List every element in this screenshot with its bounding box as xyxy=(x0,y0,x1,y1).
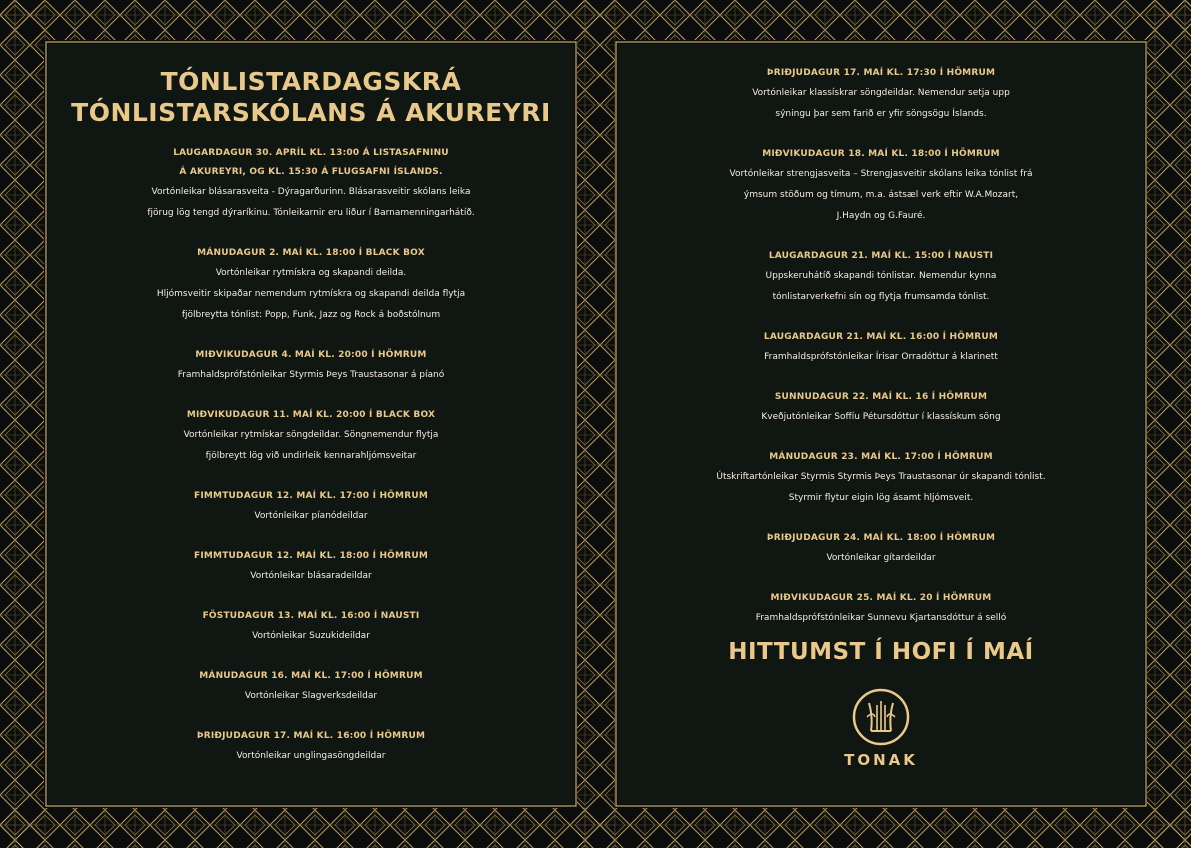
event-item xyxy=(618,247,1144,308)
event-description: Vortónleikar Suzukideildar xyxy=(252,631,370,641)
event-heading: MÁNUDAGUR 2. MAÍ KL. 18:00 Í BLACK BOX xyxy=(197,248,425,258)
event-description: Framhaldsprófstónleikar Sunnevu Kjartansdóttur á selló xyxy=(755,613,1007,623)
event-heading: ÞRIÐJUDAGUR 24. MAÍ KL. 18:00 Í HÖMRUM xyxy=(766,533,996,543)
event-item xyxy=(48,667,574,707)
event-heading: FIMMTUDAGUR 12. MAÍ KL. 18:00 Í HÖMRUM xyxy=(194,551,428,561)
event-item xyxy=(48,547,574,587)
event-item xyxy=(48,244,574,326)
event-description: Vortónleikar klassískrar söngdeildar. Nemendur setja upp xyxy=(752,88,1010,98)
page-title-line1: TÓNLISTARDAGSKRÁ xyxy=(160,67,462,96)
lyre-emblem-icon xyxy=(851,687,911,747)
event-heading: LAUGARDAGUR 21. MAÍ KL. 16:00 Í HÖMRUM xyxy=(763,332,999,342)
right-column xyxy=(618,44,1144,804)
closing-slogan: HITTUMST Í HOFI Í MAÍ xyxy=(728,639,1034,665)
event-heading: MIÐVIKUDAGUR 18. MAÍ KL. 18:00 Í HÖMRUM xyxy=(762,149,1000,159)
event-item xyxy=(48,607,574,647)
event-description: J.Haydn og G.Fauré. xyxy=(836,211,926,221)
event-description: Styrmir flytur eigin lög ásamt hljómsveit. xyxy=(788,493,974,503)
event-heading: LAUGARDAGUR 30. APRÍL KL. 13:00 Á LISTASAFNINU xyxy=(173,148,449,158)
event-heading: ÞRIÐJUDAGUR 17. MAÍ KL. 16:00 Í HÖMRUM xyxy=(196,731,426,741)
event-heading: FÖSTUDAGUR 13. MAÍ KL. 16:00 Í NAUSTI xyxy=(202,611,420,621)
event-heading: FIMMTUDAGUR 12. MAÍ KL. 17:00 Í HÖMRUM xyxy=(194,491,428,501)
event-description: Framhaldsprófstónleikar Styrmis Þeys Traustasonar á píanó xyxy=(177,370,445,380)
event-description: Vortónleikar píanódeildar xyxy=(254,511,368,521)
event-description: fjölbreytta tónlist: Popp, Funk, Jazz og Rock á boðstólnum xyxy=(181,310,441,320)
event-description: ýmsum stöðum og tímum, m.a. ástsæl verk eftir W.A.Mozart, xyxy=(743,190,1019,200)
left-event-list xyxy=(48,144,574,767)
event-heading: MIÐVIKUDAGUR 25. MAÍ KL. 20 Í HÖMRUM xyxy=(770,593,992,603)
event-item xyxy=(48,406,574,467)
event-heading: SUNNUDAGUR 22. MAÍ KL. 16 Í HÖMRUM xyxy=(774,392,988,402)
event-item xyxy=(618,448,1144,509)
event-item xyxy=(618,388,1144,428)
event-item xyxy=(48,727,574,767)
right-panel xyxy=(618,44,1144,804)
event-heading: MÁNUDAGUR 23. MAÍ KL. 17:00 Í HÖMRUM xyxy=(769,452,993,462)
event-description: Vortónleikar blásarasveita - Dýragarðurinn. Blásarasveitir skólans leika xyxy=(151,187,471,197)
event-description: tónlistarverkefni sín og flytja frumsamda tónlist. xyxy=(772,292,990,302)
event-item xyxy=(618,529,1144,569)
event-description: Kveðjutónleikar Soffíu Pétursdóttur í klassískum söng xyxy=(761,412,1001,422)
event-item xyxy=(618,145,1144,227)
event-item xyxy=(618,589,1144,629)
event-item xyxy=(48,487,574,527)
event-heading: Á AKUREYRI, OG KL. 15:30 Á FLUGSAFNI ÍSLANDS. xyxy=(179,167,443,177)
event-description: Vortónleikar Slagverksdeildar xyxy=(244,691,378,701)
event-description: Uppskeruhátíð skapandi tónlistar. Nemendur kynna xyxy=(765,271,997,281)
event-description: fjölbreytt lög við undirleik kennarahljómsveitar xyxy=(205,451,417,461)
right-event-list xyxy=(618,64,1144,629)
event-heading: LAUGARDAGUR 21. MAÍ KL. 15:00 Í NAUSTI xyxy=(768,251,994,261)
event-description: Vortónleikar rytmískar söngdeildar. Söngnemendur flytja xyxy=(183,430,439,440)
event-heading: MIÐVIKUDAGUR 4. MAÍ KL. 20:00 Í HÖMRUM xyxy=(195,350,427,360)
event-description: Vortónleikar blásaradeildar xyxy=(250,571,372,581)
event-heading: MÁNUDAGUR 16. MAÍ KL. 17:00 Í HÖMRUM xyxy=(199,671,423,681)
event-description: Vortónleikar strengjasveita – Strengjasveitir skólans leika tónlist frá xyxy=(729,169,1033,179)
event-description: Vortónleikar gítardeildar xyxy=(826,553,936,563)
event-item xyxy=(48,144,574,224)
event-heading: MIÐVIKUDAGUR 11. MAÍ KL. 20:00 Í BLACK BOX xyxy=(186,410,436,420)
event-heading: ÞRIÐJUDAGUR 17. MAÍ KL. 17:30 Í HÖMRUM xyxy=(766,68,996,78)
event-description: Vortónleikar rytmískra og skapandi deilda. xyxy=(215,268,407,278)
event-description: fjörug lög tengd dýraríkinu. Tónleikarnir eru liður í Barnamenningarhátíð. xyxy=(147,208,475,218)
event-description: Framhaldsprófstónleikar Írisar Orradóttur á klarinett xyxy=(764,352,998,362)
event-description: sýningu þar sem farið er yfir söngsögu Íslands. xyxy=(775,109,987,119)
event-item xyxy=(618,328,1144,368)
tonak-logo xyxy=(841,687,921,769)
page-title-line2: TÓNLISTARSKÓLANS Á AKUREYRI xyxy=(71,98,551,127)
event-item xyxy=(618,64,1144,125)
left-panel xyxy=(48,44,574,804)
event-description: Útskriftartónleikar Styrmis Styrmis Þeys Traustasonar úr skapandi tónlist. xyxy=(716,472,1046,482)
left-column xyxy=(48,44,574,804)
event-item xyxy=(48,346,574,386)
logo-text: TONAK xyxy=(844,751,918,769)
event-description: Hljómsveitir skipaðar nemendum rytmískra og skapandi deilda flytja xyxy=(156,289,466,299)
event-description: Vortónleikar unglingasöngdeildar xyxy=(236,751,386,761)
